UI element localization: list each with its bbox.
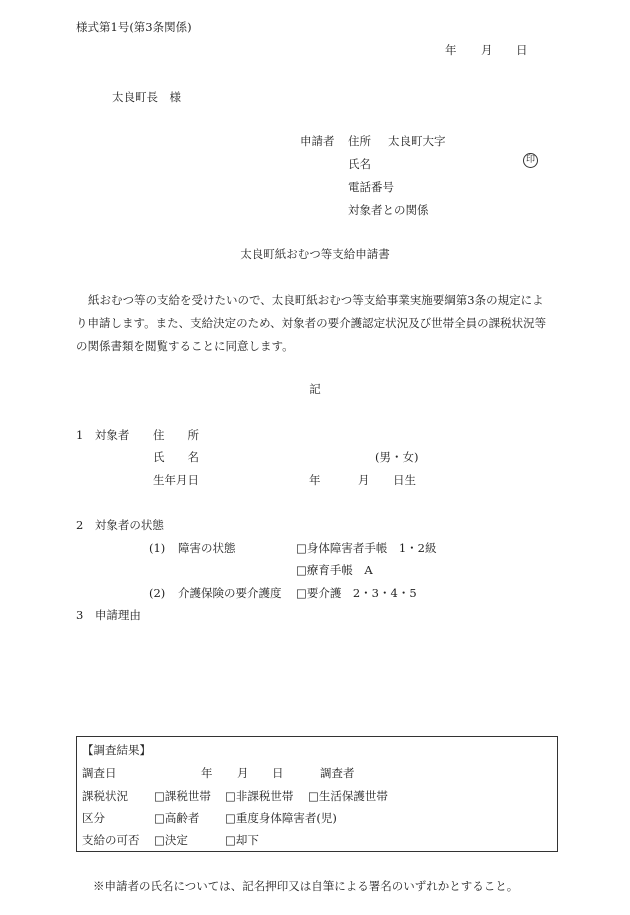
care-level-checkbox[interactable]: □要介護 2・3・4・5 [296,586,417,600]
applicant-relation-label: 対象者との関係 [348,203,429,217]
item1-label: 障害の状態 [178,541,236,555]
elderly-checkbox[interactable]: □高齢者 [154,811,200,825]
section2-heading: 2 対象者の状態 [76,518,164,532]
section1-heading: 1 対象者 [76,428,130,442]
document-title: 太良町紙おむつ等支給申請書 [240,247,390,261]
applicant-phone-label: 電話番号 [348,180,394,194]
rejected-checkbox[interactable]: □却下 [225,833,259,847]
date-month-label: 月 [481,43,493,57]
body-paragraph: 紙おむつ等の支給を受けたいので、太良町紙おむつ等支給事業実施要綱第3条の規定により申請します。また、支給決定のため、対象者の要介護認定状況及び世帯全員の課税状況等の関係書類を閲覧することに同意します。 [76,293,547,353]
decision-label: 支給の可否 [82,833,140,847]
approved-checkbox[interactable]: □決定 [154,833,188,847]
investigation-day-label: 日 [272,766,284,780]
applicant-name-label: 氏名 [348,157,371,171]
applicant-address-label: 住所 [348,134,371,148]
applicant-address-value: 太良町大字 [388,134,446,148]
non-taxed-household-checkbox[interactable]: □非課税世帯 [225,789,294,803]
item1-number: (1) [149,541,166,555]
investigation-month-label: 月 [237,766,249,780]
section3-heading: 3 申請理由 [76,608,141,622]
seal-mark: 印 [523,153,538,168]
severe-disability-checkbox[interactable]: □重度身体障害者(児) [225,811,337,825]
investigator-label: 調査者 [320,766,355,780]
welfare-household-checkbox[interactable]: □生活保護世帯 [308,789,388,803]
gender-option: (男・女) [375,450,419,464]
item2-number: (2) [149,586,166,600]
investigation-date-label: 調査日 [82,766,117,780]
applicant-label: 申請者 [300,134,335,148]
addressee: 太良町長 様 [112,90,181,104]
birth-day-label: 日生 [393,473,416,487]
form-number: 様式第1号(第3条関係) [76,20,192,34]
tax-status-label: 課税状況 [82,789,128,803]
date-year-label: 年 [445,43,457,57]
ki-heading: 記 [309,382,321,396]
taxed-household-checkbox[interactable]: □課税世帯 [154,789,211,803]
birth-month-label: 月 [358,473,370,487]
item2-label: 介護保険の要介護度 [178,586,282,600]
target-address-label: 住 所 [153,428,199,442]
disability-handbook-checkbox[interactable]: □身体障害者手帳 1・2級 [296,541,437,555]
target-name-label: 氏 名 [153,450,199,464]
birthdate-label: 生年月日 [153,473,199,487]
category-label: 区分 [82,811,105,825]
date-day-label: 日 [516,43,528,57]
rehab-handbook-checkbox[interactable]: □療育手帳 A [296,563,373,577]
investigation-year-label: 年 [201,766,213,780]
birth-year-label: 年 [309,473,321,487]
footnote: ※申請者の氏名については、記名押印又は自筆による署名のいずれかとすること。 [93,879,519,893]
investigation-heading: 【調査結果】 [82,743,151,757]
